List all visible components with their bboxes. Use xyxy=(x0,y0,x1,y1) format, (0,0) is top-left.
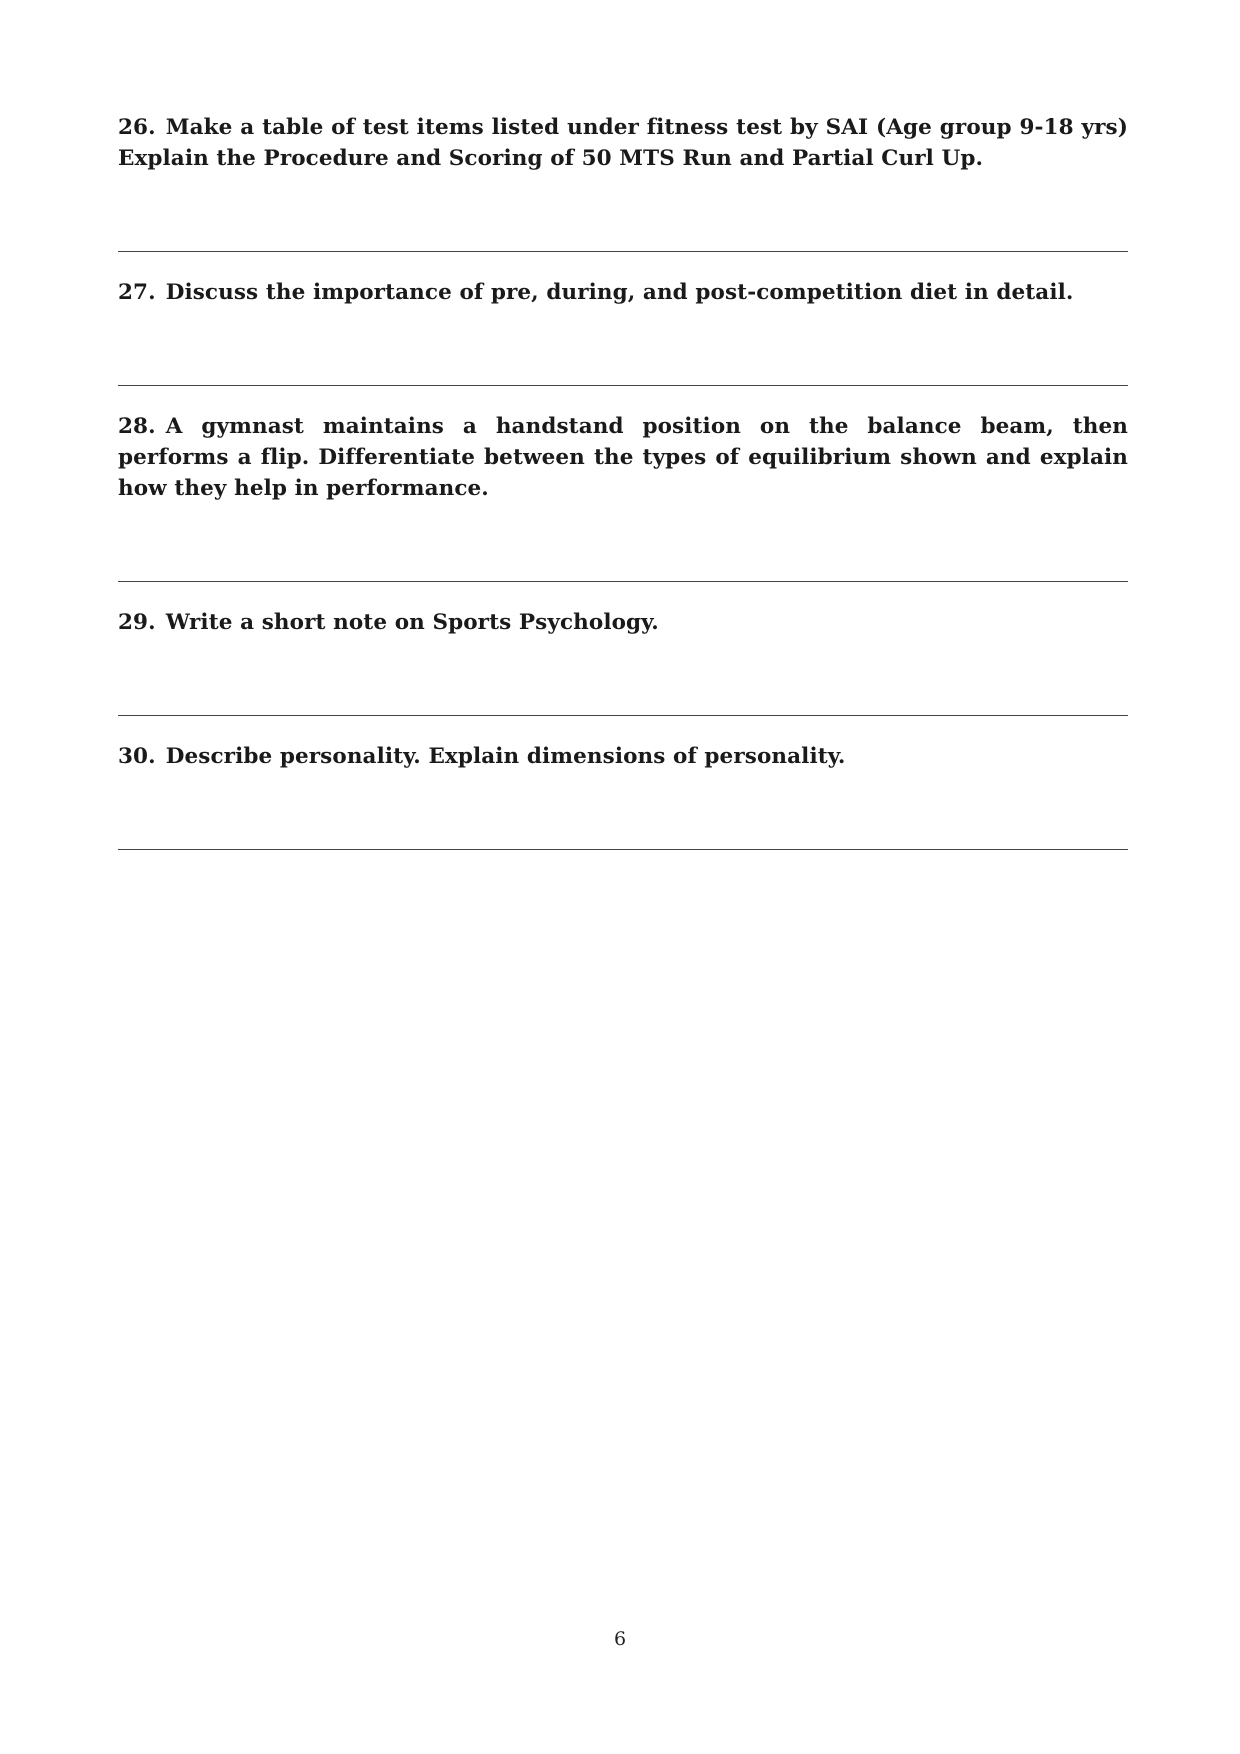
question-text: Discuss the importance of pre, during, and post-competition diet in detail. xyxy=(165,280,1074,305)
answer-divider xyxy=(118,385,1128,386)
question-28 xyxy=(118,411,1128,504)
question-29 xyxy=(118,607,1128,638)
question-number: 29. xyxy=(118,610,156,635)
question-text: Write a short note on Sports Psychology. xyxy=(165,610,659,635)
question-number: 30. xyxy=(118,744,156,769)
answer-divider xyxy=(118,715,1128,716)
question-text: Make a table of test items listed under fitness test by SAI (Age group 9-18 yrs) Explain the Procedure and Scoring of 50 MTS Run and Partial Curl Up. xyxy=(118,115,1128,171)
question-27 xyxy=(118,277,1128,308)
answer-divider xyxy=(118,849,1128,850)
question-26 xyxy=(118,112,1128,174)
question-number: 28. xyxy=(118,414,156,439)
answer-divider xyxy=(118,251,1128,252)
answer-divider xyxy=(118,581,1128,582)
question-30 xyxy=(118,741,1128,772)
question-text: Describe personality. Explain dimensions of personality. xyxy=(165,744,846,769)
page-number: 6 xyxy=(613,1628,627,1650)
question-list xyxy=(118,112,1128,850)
question-text: A gymnast maintains a handstand position on the balance beam, then performs a flip. Differentiate between the types of equilibrium shown and explain how they help in performance. xyxy=(118,414,1128,501)
question-number: 26. xyxy=(118,115,156,140)
question-number: 27. xyxy=(118,280,156,305)
